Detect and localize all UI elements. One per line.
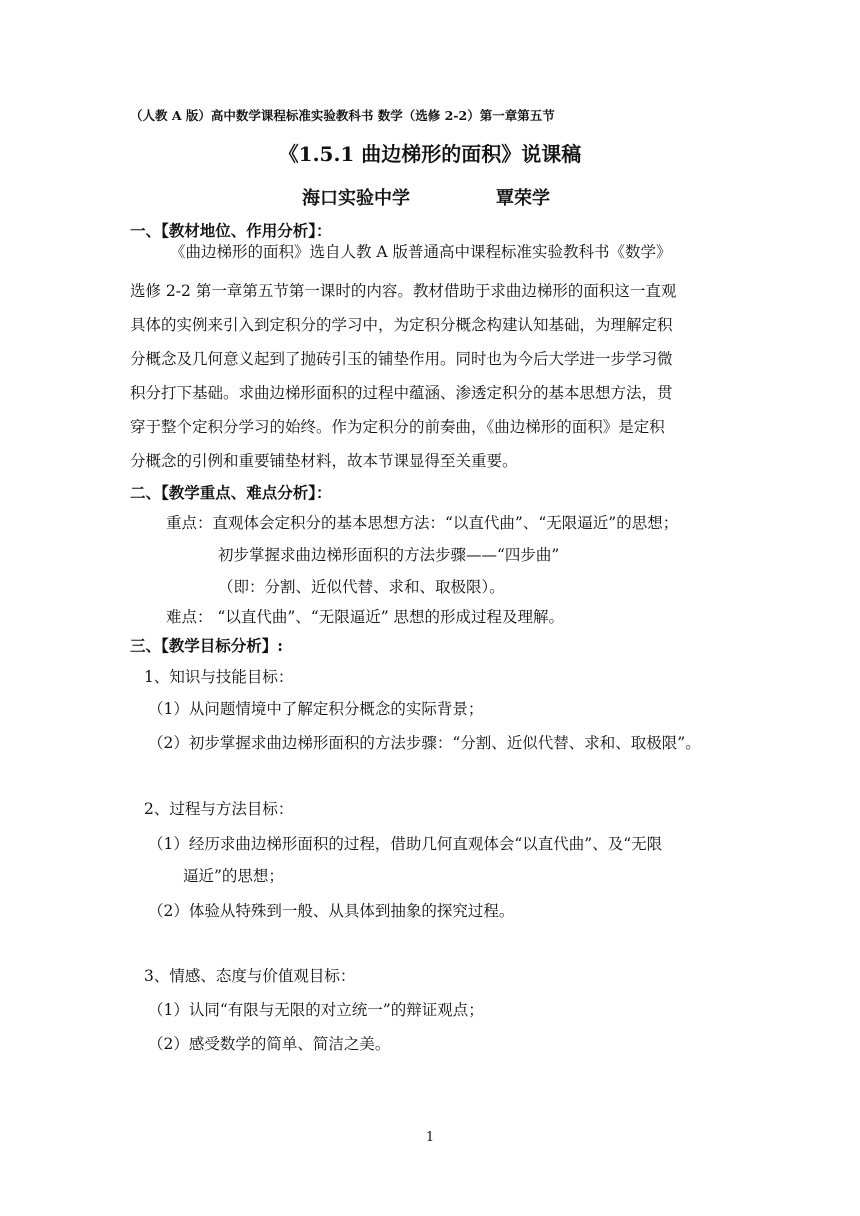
key-point-line-1: 重点：直观体会定积分的基本思想方法：“以直代曲”、“无限逼近”的思想；	[166, 514, 679, 532]
section-heading-3: 三、【教学目标分析】:	[130, 636, 283, 655]
paragraph-line: 积分打下基础。求曲边梯形面积的过程中蕴涵、渗透定积分的基本思想方法，贯	[130, 384, 673, 402]
goal-2-item-1a: （1）经历求曲边梯形面积的过程，借助几何直观体会“以直代曲”、及“无限	[148, 835, 663, 853]
goal-2-item-1b: 逼近”的思想；	[183, 867, 284, 885]
document-title: 《1.5.1 曲边梯形的面积》说课稿	[278, 142, 582, 166]
key-point-line-2: 初步掌握求曲边梯形面积的方法步骤——“四步曲”	[218, 546, 560, 564]
paragraph-line: 选修 2-2 第一章第五节第一课时的内容。教材借助于求曲边梯形的面积这一直观	[130, 282, 677, 300]
paragraph-line: 分概念的引例和重要铺垫材料，故本节课显得至关重要。	[130, 452, 518, 470]
goal-1-title: 1、知识与技能目标：	[144, 668, 294, 686]
goal-3-title: 3、情感、态度与价值观目标：	[144, 967, 356, 985]
page-number: 1	[425, 1130, 435, 1145]
section-heading-1: 一、【教材地位、作用分析】：	[130, 221, 332, 240]
key-point-line-3: （即：分割、近似代替、求和、取极限）。	[218, 578, 505, 596]
goal-2-title: 2、过程与方法目标：	[144, 800, 294, 818]
goal-3-item-2: （2）感受数学的简单、简洁之美。	[148, 1035, 391, 1053]
paragraph-line: 分概念及几何意义起到了抛砖引玉的铺垫作用。同时也为今后大学进一步学习微	[130, 350, 673, 368]
paragraph-line: 穿于整个定积分学习的始终。作为定积分的前奏曲，《曲边梯形的面积》是定积	[130, 418, 665, 436]
goal-2-item-2: （2）体验从特殊到一般、从具体到抽象的探究过程。	[148, 902, 515, 920]
header-note: （人教 A 版）高中数学课程标准实验教科书 数学（选修 2-2）第一章第五节	[130, 108, 555, 123]
author-name: 覃荣学	[496, 188, 550, 209]
goal-1-item-1: （1）从问题情境中了解定积分概念的实际背景；	[148, 700, 484, 718]
goal-1-item-2: （2）初步掌握求曲边梯形面积的方法步骤：“分割、近似代替、求和、取极限”。	[148, 734, 701, 752]
section-heading-2: 二、【教学重点、难点分析】：	[130, 483, 332, 502]
paragraph-line: 《曲边梯形的面积》选自人教 A 版普通高中课程标准实验教科书《数学》	[170, 243, 672, 261]
school-name: 海口实验中学	[302, 188, 410, 209]
goal-3-item-1: （1）认同“有限与无限的对立统一”的辩证观点；	[148, 1001, 484, 1019]
difficulty-line: 难点： “以直代曲”、“无限逼近” 思想的形成过程及理解。	[166, 608, 565, 626]
paragraph-line: 具体的实例来引入到定积分的学习中，为定积分概念构建认知基础，为理解定积	[130, 316, 673, 334]
